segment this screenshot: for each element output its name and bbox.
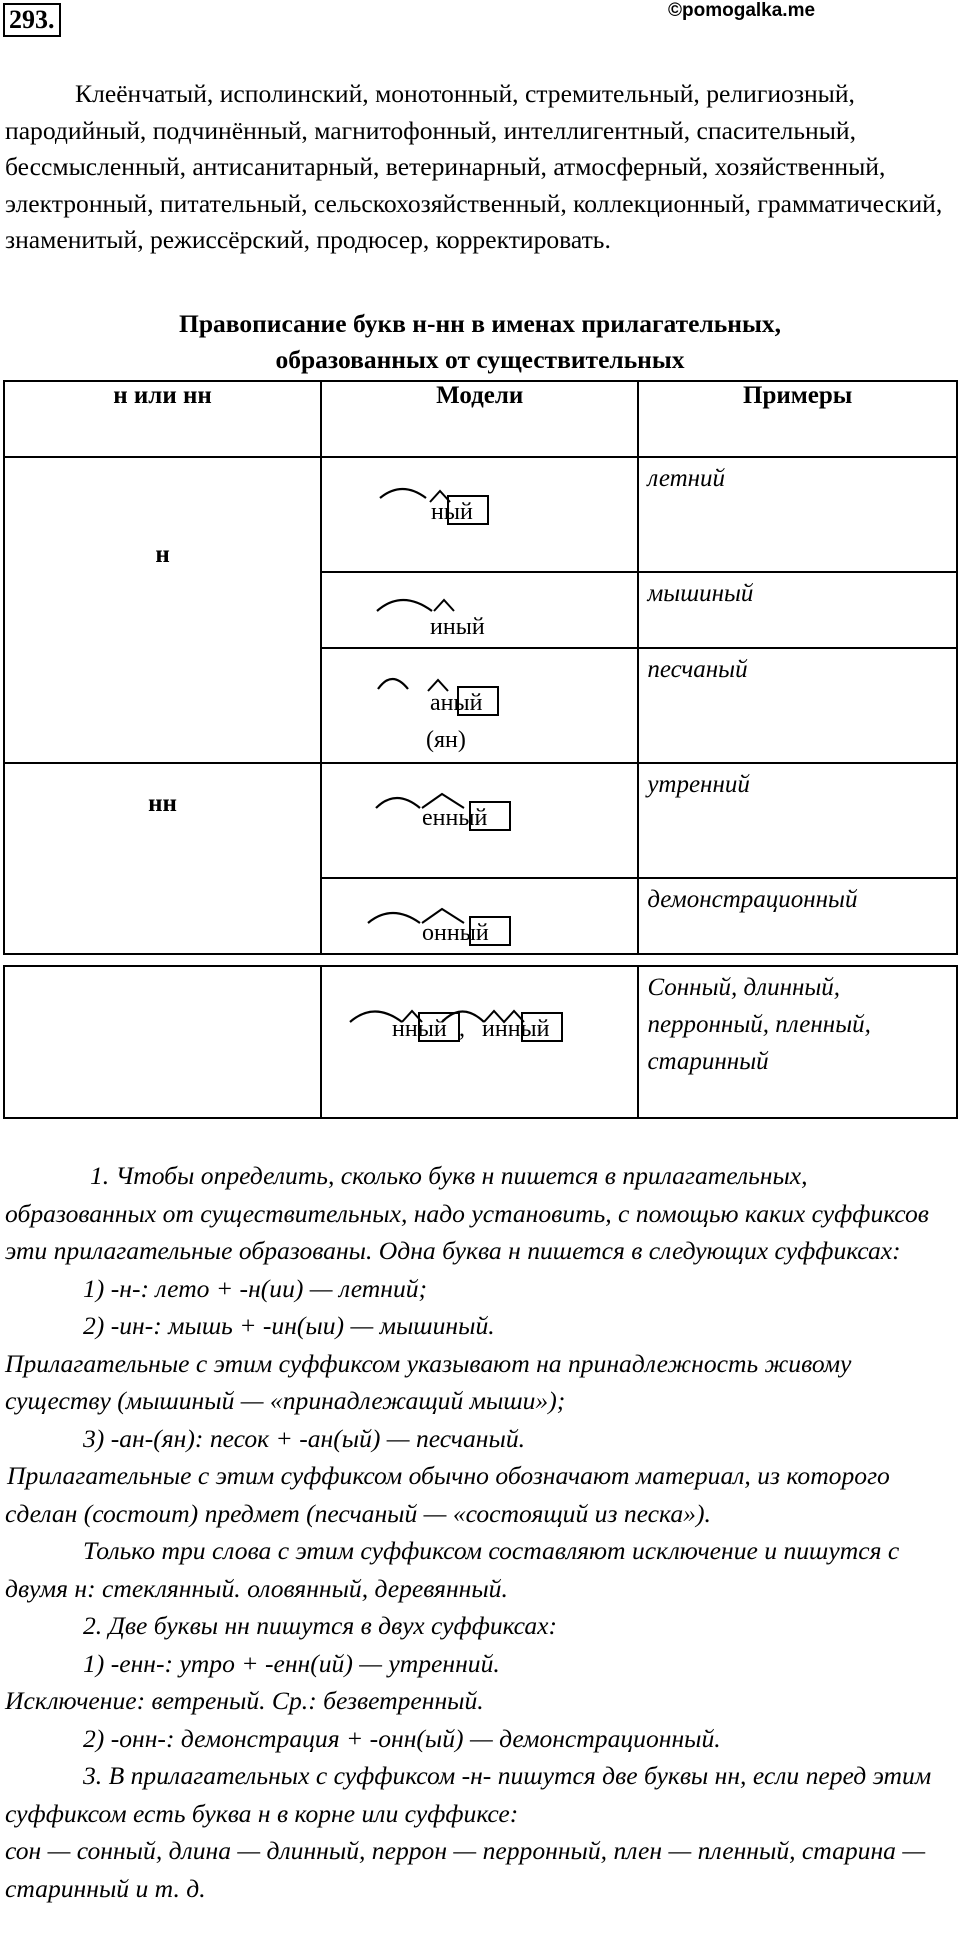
exercise-number: 293.	[3, 3, 61, 37]
model-ny-text: ный	[431, 499, 473, 525]
model-enny	[321, 763, 638, 878]
rule-1-3: 3) -ан-(ян): песок + -ан(ый) — песчаный.	[83, 1423, 526, 1453]
root-arc	[378, 679, 408, 689]
model-iny	[321, 572, 638, 648]
rule-2: 2. Две буквы нн пишутся в двух суффиксах:	[83, 1611, 558, 1640]
model-any-text: аный	[430, 690, 483, 716]
model-any	[321, 648, 638, 763]
example-last-line2: перронный, пленный,	[647, 1011, 871, 1038]
examples-last	[638, 966, 957, 1118]
model-onny	[321, 878, 638, 954]
model-ny	[321, 457, 638, 572]
table-title-line2: образованных от существительных	[275, 345, 685, 374]
rule-1-3-note: Прилагательные с этим суффиксом обычно обозначают материал, из которого сделан (состоит) предмет (песчаный — «состоящий из песка»).	[5, 1461, 890, 1528]
empty-cell	[4, 966, 321, 1118]
root-arc	[377, 600, 432, 611]
rule-2-2: 2) -онн-: демонстрация + -онн(ый) — демонстрационный.	[83, 1723, 721, 1753]
rule-3: 3. В прилагательных с суффиксом -н- пишутся две буквы нн, если перед этим суффиксом есть буква н в корне или суффиксе:	[5, 1761, 932, 1828]
root-arc	[368, 913, 420, 923]
rule-1-3-exceptions: Только три слова с этим суффиксом составляют исключение и пишутся с двумя н: стеклянный. оловянный, деревянный.	[5, 1536, 900, 1603]
example-utrenniy: утренний	[638, 763, 957, 878]
example-last-line1: Сонный, длинный,	[647, 974, 841, 1001]
table-title-line1: Правописание букв н-нн в именах прилагательных,	[178, 309, 781, 338]
example-demonstratsionny: демонстрационный	[638, 878, 957, 954]
root-arc	[380, 489, 426, 498]
rule-1: 1. Чтобы определить, сколько букв н пишется в прилагательных, образованных от существительных, надо установить, с помощью каких суффиксов эти прилагательные образованы. Одна буква н пишется в следующих суффиксах:	[5, 1161, 929, 1265]
example-myshiny: мышиный	[638, 572, 957, 648]
group-label-nn: нн	[4, 763, 321, 954]
rule-1-1: 1) -н-: лето + -н(ии) — летний;	[83, 1273, 428, 1303]
model-nny-text: нный	[392, 1016, 447, 1042]
spelling-table-continued	[3, 965, 958, 1119]
site-watermark: ©pomogalka.me	[668, 0, 816, 21]
rule-2-1: 1) -енн-: утро + -енн(ий) — утренний.	[83, 1648, 500, 1678]
model-enny-text: енный	[422, 805, 488, 831]
model-inny-text: инный	[482, 1016, 550, 1042]
model-nny-inny	[321, 966, 638, 1118]
example-peschany: песчаный	[638, 648, 957, 763]
model-onny-text: онный	[422, 920, 489, 946]
header-models: Модели	[321, 381, 638, 457]
model-any-alt: (ян)	[426, 727, 466, 753]
example-letniy: летний	[638, 457, 957, 572]
rule-3-examples: сон — сонный, длина — длинный, перрон — перронный, плен — пленный, старина — старинный и т. д.	[5, 1836, 926, 1903]
rules-text	[5, 1157, 957, 1907]
group-label-n: н	[4, 457, 321, 763]
word-list	[5, 76, 955, 259]
rule-1-2: 2) -ин-: мышь + -ин(ыи) — мышиный.	[83, 1311, 495, 1340]
spelling-table	[3, 380, 958, 955]
header-n-or-nn: н или нн	[4, 381, 321, 457]
rule-1-2-note: Прилагательные с этим суффиксом указывают на принадлежность живому существу (мышиный — «принадлежащий мыши»);	[5, 1348, 852, 1415]
rule-2-1-exception: Исключение: ветреный. Ср.: безветренный.	[5, 1686, 484, 1715]
model-iny-text: иный	[430, 614, 485, 640]
header-examples: Примеры	[638, 381, 957, 457]
suffix-caret	[434, 600, 454, 611]
model-comma: ,	[459, 1016, 466, 1042]
root-arc	[376, 798, 420, 808]
example-last-line3: старинный	[647, 1048, 769, 1075]
word-list-text: Клеёнчатый, исполинский, монотонный, стремительный, религиозный, пародийный, подчинённый, магнитофонный, интеллигентный, спасительный, бессмысленный, антисанитарный, ветеринарный, атмосферный, хозяйственный, электронный, питательный, сельскохозяйственный, коллекционный, грамматический, знаменитый, режиссёрский, продюсер, корректировать.	[5, 79, 943, 254]
